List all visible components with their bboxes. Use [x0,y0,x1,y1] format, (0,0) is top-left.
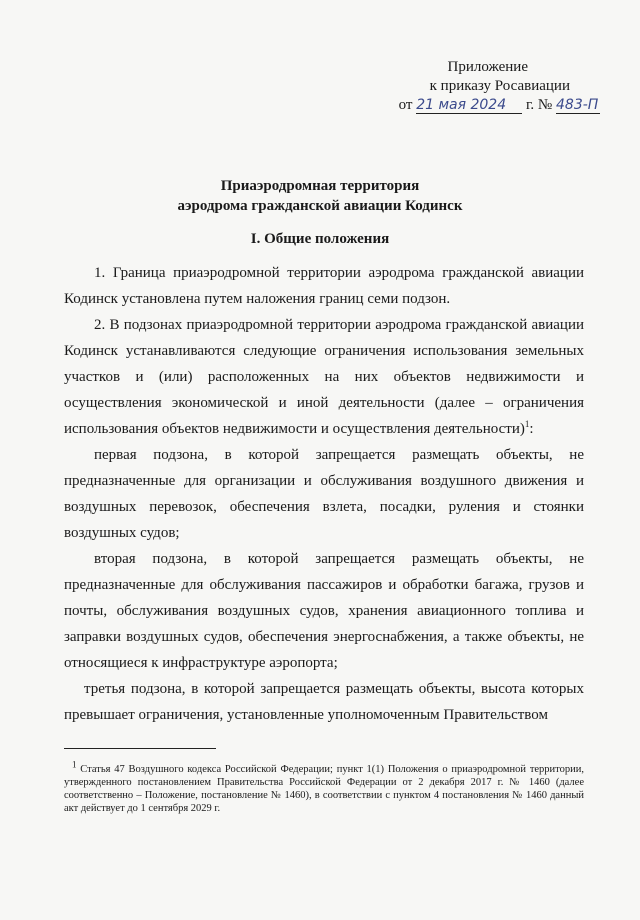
document-body [64,260,584,728]
year-number-label: г. № [525,97,553,113]
footnote-ref: 1 [524,419,530,429]
appendix-order: к приказу Росавиации [429,78,570,94]
footnote [64,759,584,815]
from-prefix: от [398,97,413,113]
footnote-divider [64,748,216,749]
paragraph-subzone-2: вторая подзона, в которой запрещается размещать объекты, не предназначенные для обслуживания пассажиров и обработки багажа, грузов и почты, обслуживания воздушных судов, хранения авиационного топлива и заправки воздушных судов, обеспечения энергоснабжения, а также объекты, не относящиеся к инфраструктуре аэропорта; [64,551,584,671]
paragraph-subzone-1: первая подзона, в которой запрещается размещать объекты, не предназначенные для организации и обслуживания воздушного движения и воздушных перевозок, обеспечения взлета, посадки, руления и стоянки воздушных судов; [64,447,584,541]
appendix-title: Приложение [447,59,528,75]
paragraph-2-text: 2. В подзонах приаэродромной территории аэродрома гражданской авиации Кодинск устанавливаются следующие ограничения использования земельных участков и (или) расположенных на них объектов недвижимости и осуществления экономической и иной деятельности (далее – ограничения использования объектов недвижимости и осуществления деятельности) [64,317,584,437]
document-title-line2: аэродрома гражданской авиации Кодинск [177,198,463,214]
document-title-line1: Приаэродромная территория [220,178,420,194]
footnote-text: Статья 47 Воздушного кодекса Российской Федерации; пункт 1(1) Положения о приаэродромной территории, утвержденного постановлением Правительства Российской Федерации от 2 декабря 2017 г. № 1460 (далее соответственно – Положение, постановление № 1460), в соответствии с пунктом 4 постановления № 1460 данный акт действует до 1 сентября 2029 г. [64,764,584,814]
handwritten-date: 21 мая 2024 [416,97,522,114]
section-title: I. Общие положения [250,231,390,247]
paragraph-2-end: : [529,421,534,437]
handwritten-order-number: 483-П [556,97,599,113]
appendix-header [340,58,600,115]
paragraph-2 [64,312,584,442]
paragraph-subzone-3: третья подзона, в которой запрещается размещать объекты, высота которых превышает ограничения, установленные уполномоченным Правительством [64,681,584,723]
paragraph-1: 1. Граница приаэродромной территории аэродрома гражданской авиации Кодинск установлена путем наложения границ семи подзон. [64,265,584,307]
document-title [0,176,640,216]
appendix-date-line [340,96,600,115]
footnote-marker: 1 [72,759,77,770]
